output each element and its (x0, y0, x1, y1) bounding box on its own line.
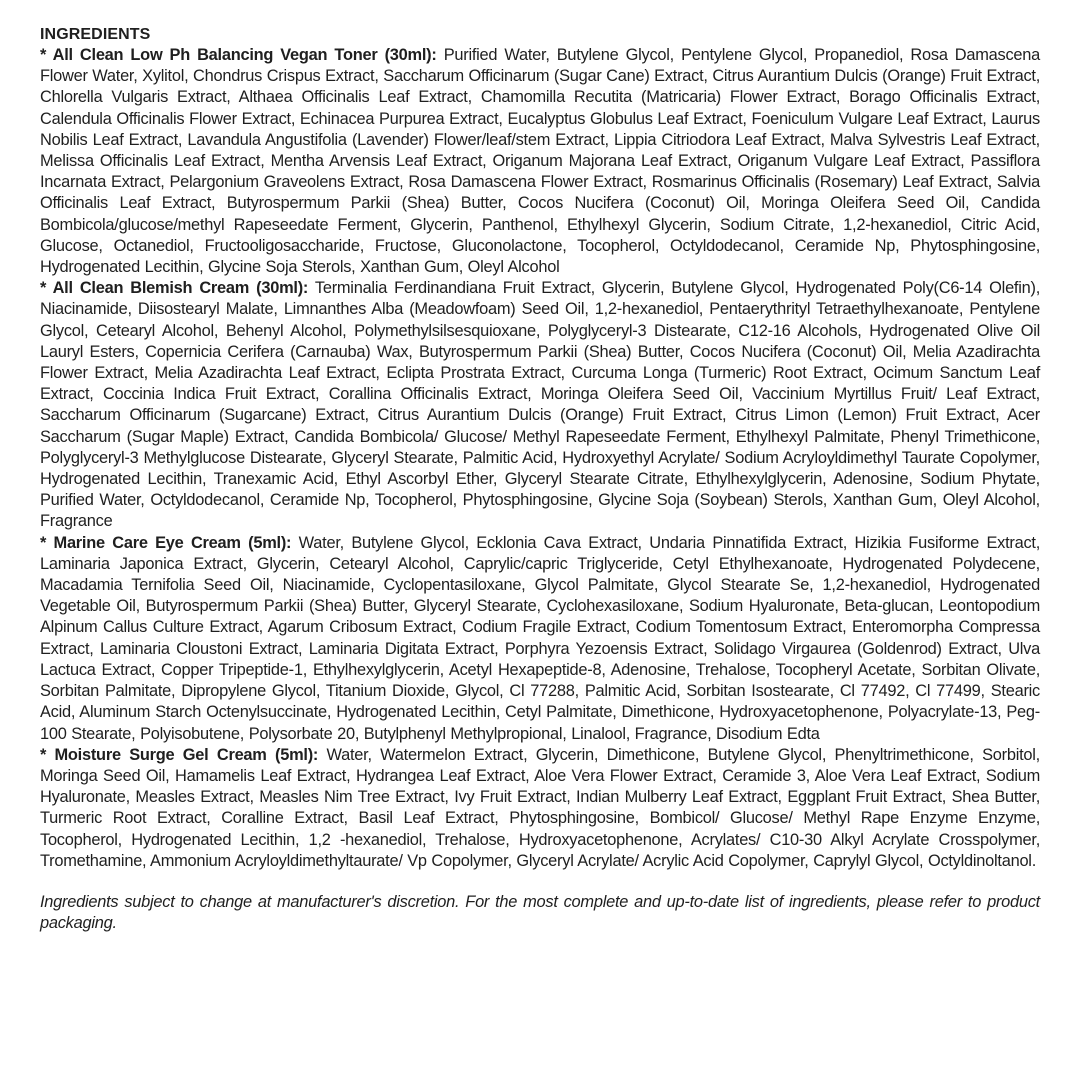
product-gel-cream-ingredients (40, 745, 1040, 872)
product-name: * Moisture Surge Gel Cream (5ml): (40, 745, 319, 764)
product-name: * Marine Care Eye Cream (5ml): (40, 533, 292, 552)
product-blemish-cream-ingredients (40, 278, 1040, 532)
ingredient-list: Water, Butylene Glycol, Ecklonia Cava Extract, Undaria Pinnatifida Extract, Hizikia Fusiforme Extract, Laminaria Japonica Extract, Glycerin, Cetearyl Alcohol, Caprylic/capric Triglyceride, Cetyl Ethylhexanoate, Hydrogenated Polydecene, Macadamia Ternifolia Seed Oil, Niacinamide, Cyclopentasiloxane, Glycol Palmitate, Glycol Stearate Se, 1,2-hexanediol, Hydrogenated Vegetable Oil, Butyrospermum Parkii (Shea) Butter, Glyceryl Stearate, Cyclohexasiloxane, Sodium Hyaluronate, Beta-glucan, Leontopodium Alpinum Callus Culture Extract, Agarum Cribosum Extract, Codium Fragile Extract, Codium Tomentosum Extract, Enteromorpha Compressa Extract, Laminaria Cloustoni Extract, Laminaria Digitata Extract, Porphyra Yezoensis Extract, Solidago Virgaurea (Goldenrod) Extract, Ulva Lactuca Extract, Copper Tripeptide-1, Ethylhexylglycerin, Acetyl Hexapeptide-8, Adenosine, Trehalose, Tocopheryl Acetate, Sorbitan Olivate, Sorbitan Palmitate, Dipropylene Glycol, Titanium Dioxide, Glycol, Cl 77288, Palmitic Acid, Sorbitan Isostearate, Cl 77492, Cl 77499, Stearic Acid, Aluminum Starch Octenylsuccinate, Hydrogenated Lecithin, Cetyl Palmitate, Dimethicone, Hydroxyacetophenone, Polyacrylate-13, Peg-100 Stearate, Polyisobutene, Polysorbate 20, Butylphenyl Methylpropional, Linalool, Fragrance, Disodium Edta (40, 533, 1040, 743)
disclaimer-note: Ingredients subject to change at manufacturer's discretion. For the most complete and up-to-date list of ingredients, please refer to product packaging. (40, 892, 1040, 933)
ingredient-list: Purified Water, Butylene Glycol, Pentylene Glycol, Propanediol, Rosa Damascena Flower Water, Xylitol, Chondrus Crispus Extract, Saccharum Officinarum (Sugar Cane) Extract, Citrus Aurantium Dulcis (Orange) Fruit Extract, Chlorella Vulgaris Extract, Althaea Officinalis Leaf Extract, Chamomilla Recutita (Matricaria) Flower Extract, Borago Officinalis Extract, Calendula Officinalis Flower Extract, Echinacea Purpurea Extract, Eucalyptus Globulus Leaf Extract, Foeniculum Vulgare Leaf Extract, Laurus Nobilis Leaf Extract, Lavandula Angustifolia (Lavender) Flower/leaf/stem Extract, Lippia Citriodora Leaf Extract, Malva Sylvestris Leaf Extract, Melissa Officinalis Leaf Extract, Mentha Arvensis Leaf Extract, Origanum Majorana Leaf Extract, Origanum Vulgare Leaf Extract, Passiflora Incarnata Extract, Pelargonium Graveolens Extract, Rosa Damascena Flower Extract, Rosmarinus Officinalis (Rosemary) Leaf Extract, Salvia Officinalis Leaf Extract, Butyrospermum Parkii (Shea) Butter, Cocos Nucifera (Coconut) Oil, Moringa Oleifera Seed Oil, Candida Bombicola/glucose/methyl Rapeseedate Ferment, Glycerin, Panthenol, Ethylhexyl Glycerin, Sodium Citrate, 1,2-hexanediol, Citric Acid, Glucose, Octanediol, Fructooligosaccharide, Fructose, Gluconolactone, Tocopherol, Octyldodecanol, Ceramide Np, Phytosphingosine, Hydrogenated Lecithin, Glycine Soja Sterols, Xanthan Gum, Oleyl Alcohol (40, 46, 1040, 277)
ingredient-list: Terminalia Ferdinandiana Fruit Extract, Glycerin, Butylene Glycol, Hydrogenated Poly(C6-14 Olefin), Niacinamide, Diisostearyl Malate, Limnanthes Alba (Meadowfoam) Seed Oil, 1,2-hexanediol, Pentaerythrityl Tetraethylhexanoate, Pentylene Glycol, Cetearyl Alcohol, Behenyl Alcohol, Polymethylsilsesquioxane, Polyglyceryl-3 Distearate, C12-16 Alcohols, Hydrogenated Olive Oil Lauryl Esters, Copernicia Cerifera (Carnauba) Wax, Butyrospermum Parkii (Shea) Butter, Cocos Nucifera (Coconut) Oil, Melia Azadirachta Flower Extract, Melia Azadirachta Leaf Extract, Eclipta Prostrata Extract, Curcuma Longa (Turmeric) Root Extract, Ocimum Sanctum Leaf Extract, Coccinia Indica Fruit Extract, Corallina Officinalis Extract, Moringa Oleifera Seed Oil, Vaccinium Myrtillus Fruit/ Leaf Extract, Saccharum Officinarum (Sugarcane) Extract, Citrus Aurantium Dulcis (Orange) Fruit Extract, Citrus Limon (Lemon) Fruit Extract, Acer Saccharum (Sugar Maple) Extract, Candida Bombicola/ Glucose/ Methyl Rapeseedate Ferment, Ethylhexyl Palmitate, Phenyl Trimethicone, Polyglyceryl-3 Methylglucose Distearate, Glyceryl Stearate, Palmitic Acid, Hydroxyethyl Acrylate/ Sodium Acryloyldimethyl Taurate Copolymer, Hydrogenated Lecithin, Tranexamic Acid, Ethyl Ascorbyl Ether, Glyceryl Stearate Citrate, Ethylhexylglycerin, Adenosine, Sodium Phytate, Purified Water, Octyldodecanol, Ceramide Np, Tocopherol, Phytosphingosine, Glycine Soja (Soybean) Sterols, Xanthan Gum, Oleyl Alcohol, Fragrance (40, 279, 1041, 531)
product-toner-ingredients (40, 45, 1040, 278)
ingredient-list: Water, Watermelon Extract, Glycerin, Dimethicone, Butylene Glycol, Phenyltrimethicone, Sorbitol, Moringa Seed Oil, Hamamelis Leaf Extract, Hydrangea Leaf Extract, Aloe Vera Flower Extract, Ceramide 3, Aloe Vera Leaf Extract, Sodium Hyaluronate, Measles Extract, Measles Nim Tree Extract, Ivy Fruit Extract, Indian Mulberry Leaf Extract, Eggplant Fruit Extract, Shea Butter, Turmeric Root Extract, Coralline Extract, Basil Leaf Extract, Phytosphingosine, Bombicol/ Glucose/ Methyl Rape Enzyme Enzyme, Tocopherol, Hydrogenated Lecithin, 1,2 -hexanediol, Trehalose, Hydroxyacetophenone, Acrylates/ C10-30 Alkyl Acrylate Crosspolymer, Tromethamine, Ammonium Acryloyldimethyltaurate/ Vp Copolymer, Glyceryl Acrylate/ Acrylic Acid Copolymer, Caprylyl Glycol, Octyldinoltanol. (40, 745, 1040, 870)
product-eye-cream-ingredients (40, 533, 1040, 745)
page-title: INGREDIENTS (40, 26, 151, 43)
product-name: * All Clean Low Ph Balancing Vegan Toner (30ml): (40, 46, 437, 64)
product-name: * All Clean Blemish Cream (30ml): (40, 279, 309, 298)
